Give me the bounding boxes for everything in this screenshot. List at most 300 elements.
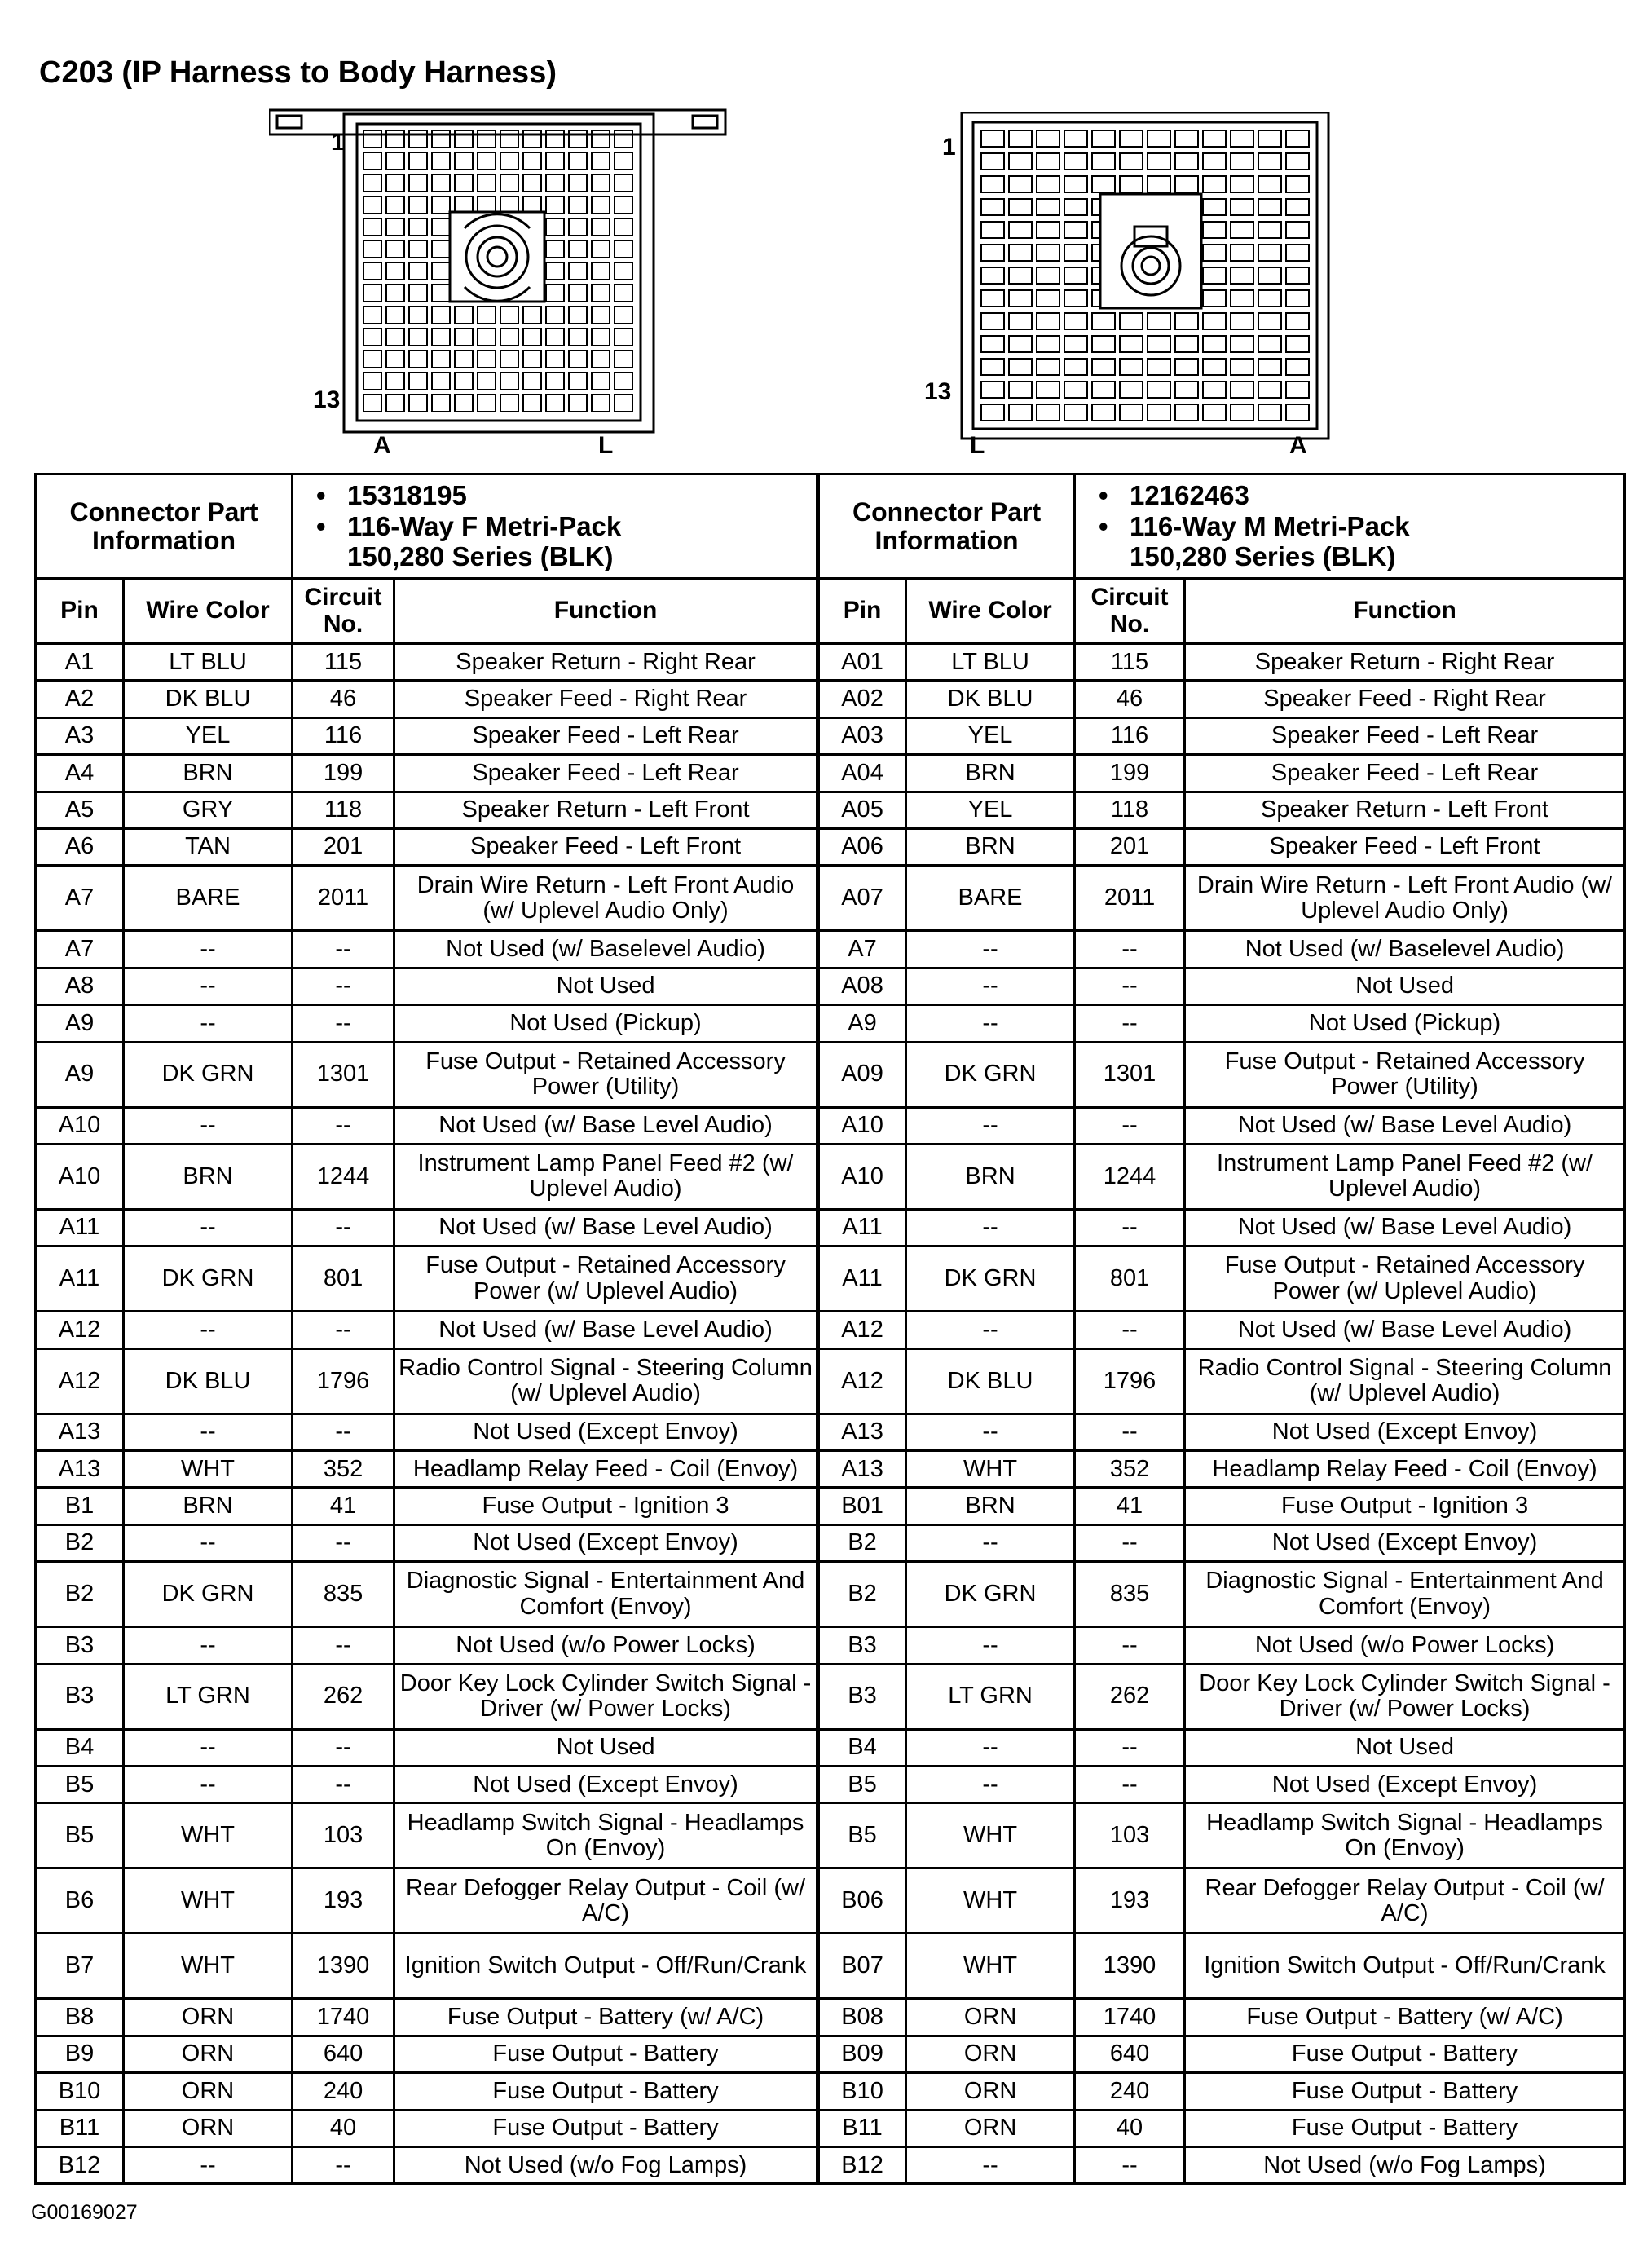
connector-cavity <box>1203 222 1226 238</box>
cell-wire-color: -- <box>124 1312 293 1348</box>
cell-pin: B11 <box>818 2110 906 2146</box>
connector-cavity <box>363 285 381 302</box>
right-part-info: • 12162463 • 116-Way M Metri-Pack 150,280 Series (BLK) <box>1075 474 1625 579</box>
connector-cavity <box>1120 336 1143 352</box>
cell-wire-color: DK GRN <box>124 1562 293 1627</box>
connector-cavity <box>546 152 564 170</box>
cell-circuit: 118 <box>1075 792 1185 828</box>
connector-cavity <box>409 351 427 368</box>
column-header-row <box>36 579 1625 644</box>
connector-cavity <box>615 395 632 412</box>
cell-pin: A01 <box>818 644 906 681</box>
cell-wire-color: GRY <box>124 792 293 828</box>
connector-cavity <box>363 307 381 324</box>
cell-circuit: 2011 <box>1075 866 1185 931</box>
connector-cavity <box>546 351 564 368</box>
connector-cavity <box>386 395 404 412</box>
connector-cavity <box>569 130 587 148</box>
cell-pin: A13 <box>818 1451 906 1488</box>
connector-cavity <box>1092 359 1115 375</box>
connector-cavity <box>432 351 450 368</box>
cell-function: Fuse Output - Battery <box>394 2036 818 2072</box>
table-row <box>36 1803 1625 1868</box>
cell-pin: A10 <box>818 1107 906 1144</box>
cell-function: Not Used <box>1185 1729 1625 1766</box>
cell-pin: B3 <box>818 1627 906 1664</box>
cell-circuit: 835 <box>293 1562 394 1627</box>
connector-cavity <box>1148 313 1170 329</box>
connector-cavity <box>1231 199 1253 215</box>
cell-wire-color: DK GRN <box>906 1562 1075 1627</box>
connector-cavity <box>1203 176 1226 192</box>
connector-cavity <box>1231 153 1253 170</box>
connector-cavity <box>615 351 632 368</box>
cell-function: Radio Control Signal - Steering Column (w/ Uplevel Audio) <box>1185 1348 1625 1414</box>
cell-function: Drain Wire Return - Left Front Audio (w/ Uplevel Audio Only) <box>394 866 818 931</box>
connector-cavity <box>1148 153 1170 170</box>
connector-cavity <box>1064 313 1087 329</box>
connector-cavity <box>409 329 427 346</box>
connector-cavity <box>386 329 404 346</box>
cell-function: Speaker Feed - Right Rear <box>1185 681 1625 717</box>
left-col-label-a: A <box>373 432 391 459</box>
connector-cavity <box>1286 199 1309 215</box>
connector-cavity <box>1286 176 1309 192</box>
connector-cavity <box>981 176 1004 192</box>
connector-cavity <box>478 307 496 324</box>
connector-cavity <box>432 174 450 192</box>
cell-pin: A9 <box>818 1005 906 1042</box>
cell-function: Not Used (Except Envoy) <box>1185 1767 1625 1803</box>
cell-circuit: -- <box>293 1524 394 1561</box>
connector-cavity <box>1175 404 1198 421</box>
connector-cavity <box>523 130 541 148</box>
cell-pin: B09 <box>818 2036 906 2072</box>
left-part-type: 116-Way F Metri-Pack <box>347 510 622 541</box>
connector-cavity <box>1092 382 1115 398</box>
connector-cavity <box>1175 359 1198 375</box>
cell-pin: B10 <box>818 2073 906 2110</box>
connector-cavity <box>1037 222 1059 238</box>
connector-cavity <box>1120 130 1143 147</box>
cell-circuit: 640 <box>1075 2036 1185 2072</box>
connector-cavity <box>1009 290 1032 307</box>
cell-function: Not Used (Except Envoy) <box>394 1767 818 1803</box>
cell-pin: B5 <box>818 1767 906 1803</box>
connector-cavity <box>386 174 404 192</box>
connector-cavity <box>592 307 610 324</box>
connector-cavity <box>1231 313 1253 329</box>
cell-circuit: 201 <box>293 828 394 865</box>
connector-cavity <box>1258 245 1281 261</box>
connector-cavity <box>1037 176 1059 192</box>
cell-function: Headlamp Relay Feed - Coil (Envoy) <box>1185 1451 1625 1488</box>
connector-cavity <box>1203 382 1226 398</box>
cell-pin: A6 <box>36 828 124 865</box>
connector-cavity <box>592 262 610 280</box>
cell-function: Fuse Output - Battery <box>1185 2110 1625 2146</box>
cell-function: Fuse Output - Battery <box>394 2110 818 2146</box>
connector-cavity <box>1231 222 1253 238</box>
cell-pin: A04 <box>818 755 906 792</box>
cell-function: Not Used (w/o Power Locks) <box>394 1627 818 1664</box>
cell-function: Not Used (w/ Base Level Audio) <box>1185 1107 1625 1144</box>
cell-pin: B7 <box>36 1934 124 1999</box>
connector-cavity <box>409 218 427 236</box>
connector-cavity <box>363 152 381 170</box>
cell-function: Instrument Lamp Panel Feed #2 (w/ Uplevel Audio) <box>394 1144 818 1209</box>
cell-pin: A5 <box>36 792 124 828</box>
connector-cavity <box>432 262 450 280</box>
connector-cavity <box>981 290 1004 307</box>
connector-cavity <box>478 130 496 148</box>
connector-cavity <box>592 373 610 390</box>
connector-cavity <box>1175 313 1198 329</box>
connector-cavity <box>592 395 610 412</box>
cell-function: Speaker Return - Left Front <box>394 792 818 828</box>
cell-pin: B9 <box>36 2036 124 2072</box>
cell-wire-color: -- <box>124 1209 293 1246</box>
connector-cavity <box>981 382 1004 398</box>
connector-cavity <box>1092 313 1115 329</box>
connector-cavity <box>432 152 450 170</box>
connector-cavity <box>1203 290 1226 307</box>
connector-cavity <box>363 196 381 214</box>
connector-cavity <box>592 196 610 214</box>
right-row-label-bottom: 13 <box>924 378 952 405</box>
cell-function: Fuse Output - Battery (w/ A/C) <box>1185 1999 1625 2036</box>
cell-circuit: -- <box>1075 1107 1185 1144</box>
connector-cavity <box>1037 313 1059 329</box>
cell-wire-color: LT BLU <box>124 644 293 681</box>
cell-wire-color: -- <box>124 1524 293 1561</box>
cell-circuit: -- <box>1075 2146 1185 2183</box>
cell-circuit: 1244 <box>293 1144 394 1209</box>
cell-pin: A07 <box>818 866 906 931</box>
cell-pin: B8 <box>36 1999 124 2036</box>
table-row <box>36 1042 1625 1107</box>
connector-cavity <box>500 174 518 192</box>
connector-cavity <box>615 285 632 302</box>
cell-pin: B11 <box>36 2110 124 2146</box>
connector-cavity <box>1203 359 1226 375</box>
connector-cavity <box>478 152 496 170</box>
cell-wire-color: DK BLU <box>124 1348 293 1414</box>
connector-cavity <box>409 262 427 280</box>
cell-circuit: 199 <box>1075 755 1185 792</box>
connector-cavity <box>1037 130 1059 147</box>
cell-circuit: -- <box>293 1767 394 1803</box>
connector-cavity <box>1009 222 1032 238</box>
connector-cavity <box>1064 359 1087 375</box>
cell-wire-color: -- <box>906 1767 1075 1803</box>
part-info-row <box>36 474 1625 579</box>
connector-cavity <box>1203 130 1226 147</box>
left-row-label-bottom: 13 <box>313 386 341 413</box>
connector-cavity <box>1258 404 1281 421</box>
cell-pin: B3 <box>36 1627 124 1664</box>
connector-cavity <box>409 395 427 412</box>
table-row <box>36 681 1625 717</box>
table-row <box>36 866 1625 931</box>
table-row <box>36 1414 1625 1450</box>
cell-circuit: 193 <box>293 1868 394 1934</box>
left-part-number: 15318195 <box>347 479 467 510</box>
cell-wire-color: WHT <box>124 1451 293 1488</box>
cell-circuit: 352 <box>1075 1451 1185 1488</box>
cell-wire-color: YEL <box>906 792 1075 828</box>
connector-cavity <box>386 240 404 258</box>
cell-pin: B08 <box>818 1999 906 2036</box>
connector-cavity <box>546 240 564 258</box>
connector-cavity <box>592 285 610 302</box>
connector-cavity <box>1286 290 1309 307</box>
cell-circuit: 352 <box>293 1451 394 1488</box>
connector-cavity <box>1175 153 1198 170</box>
cell-pin: B01 <box>818 1488 906 1524</box>
cell-wire-color: BRN <box>906 1488 1075 1524</box>
connector-cavity <box>1203 245 1226 261</box>
connector-cavity <box>546 373 564 390</box>
cell-wire-color: BARE <box>124 866 293 931</box>
table-row <box>36 1451 1625 1488</box>
connector-cavity <box>546 329 564 346</box>
connector-cavity <box>1120 382 1143 398</box>
cell-function: Door Key Lock Cylinder Switch Signal - Driver (w/ Power Locks) <box>394 1664 818 1729</box>
right-col-label-a: A <box>1289 432 1307 459</box>
connector-cavity <box>1009 382 1032 398</box>
connector-cavity <box>432 130 450 148</box>
cell-wire-color: DK GRN <box>124 1042 293 1107</box>
connector-cavity <box>409 152 427 170</box>
cell-circuit: 801 <box>1075 1246 1185 1312</box>
connector-cavity <box>1203 199 1226 215</box>
cell-pin: B2 <box>818 1524 906 1561</box>
connector-cavity <box>1120 176 1143 192</box>
connector-cavity <box>1286 267 1309 284</box>
connector-cavity <box>478 395 496 412</box>
connector-cavity <box>1009 336 1032 352</box>
cell-pin: A06 <box>818 828 906 865</box>
connector-cavity <box>386 307 404 324</box>
cell-function: Speaker Feed - Left Front <box>394 828 818 865</box>
connector-cavity <box>1258 290 1281 307</box>
connector-cavity <box>432 218 450 236</box>
cell-circuit: -- <box>1075 1767 1185 1803</box>
connector-cavity <box>1231 176 1253 192</box>
connector-cavity <box>386 196 404 214</box>
pinout-table <box>34 473 1626 2185</box>
cell-circuit: 1301 <box>1075 1042 1185 1107</box>
cell-wire-color: WHT <box>124 1803 293 1868</box>
connector-cavity <box>1037 382 1059 398</box>
cell-function: Not Used (w/ Baselevel Audio) <box>394 931 818 968</box>
cell-function: Not Used (Except Envoy) <box>1185 1414 1625 1450</box>
cell-wire-color: -- <box>906 1312 1075 1348</box>
connector-cavity <box>1148 404 1170 421</box>
left-part-info: • 15318195 • 116-Way F Metri-Pack 150,280 Series (BLK) <box>293 474 818 579</box>
cell-function: Speaker Return - Right Rear <box>394 644 818 681</box>
cell-wire-color: DK BLU <box>906 1348 1075 1414</box>
right-part-type: 116-Way M Metri-Pack <box>1130 510 1410 541</box>
cell-wire-color: BRN <box>124 755 293 792</box>
connector-cavity <box>1009 267 1032 284</box>
cell-function: Rear Defogger Relay Output - Coil (w/ A/C) <box>394 1868 818 1934</box>
cell-circuit: 240 <box>1075 2073 1185 2110</box>
cell-pin: B4 <box>818 1729 906 1766</box>
cell-wire-color: -- <box>124 1107 293 1144</box>
cell-function: Speaker Feed - Left Rear <box>1185 717 1625 754</box>
connector-cavity <box>1009 404 1032 421</box>
cell-pin: A12 <box>36 1312 124 1348</box>
cell-circuit: 1740 <box>1075 1999 1185 2036</box>
cell-wire-color: YEL <box>906 717 1075 754</box>
connector-cavity <box>409 130 427 148</box>
connector-cavity <box>523 174 541 192</box>
cell-circuit: 199 <box>293 755 394 792</box>
connector-m-diagram <box>954 112 1337 447</box>
connector-cavity <box>1064 267 1087 284</box>
table-row <box>36 1767 1625 1803</box>
connector-cavity <box>432 196 450 214</box>
left-col-label-l: L <box>598 432 614 459</box>
connector-cavity <box>500 395 518 412</box>
cell-function: Fuse Output - Battery <box>1185 2036 1625 2072</box>
table-row <box>36 1664 1625 1729</box>
connector-cavity <box>1258 336 1281 352</box>
connector-cavity <box>615 240 632 258</box>
connector-cavity <box>569 329 587 346</box>
connector-cavity <box>1258 130 1281 147</box>
connector-cavity <box>615 262 632 280</box>
header-function: Function <box>1185 579 1625 644</box>
cell-function: Fuse Output - Battery (w/ A/C) <box>394 1999 818 2036</box>
cell-circuit: -- <box>293 1627 394 1664</box>
cell-function: Radio Control Signal - Steering Column (w/ Uplevel Audio) <box>394 1348 818 1414</box>
cell-circuit: 240 <box>293 2073 394 2110</box>
connector-cavity <box>409 307 427 324</box>
connector-cavity <box>1092 404 1115 421</box>
table-row <box>36 755 1625 792</box>
cell-function: Not Used (w/ Base Level Audio) <box>394 1209 818 1246</box>
connector-cavity <box>615 196 632 214</box>
cell-pin: A1 <box>36 644 124 681</box>
cell-pin: A3 <box>36 717 124 754</box>
cell-wire-color: ORN <box>906 2110 1075 2146</box>
connector-cavity <box>1258 176 1281 192</box>
cell-circuit: -- <box>1075 1209 1185 1246</box>
connector-cavity <box>409 373 427 390</box>
left-info-label: Connector Part Information <box>36 474 293 579</box>
right-part-series: 150,280 Series (BLK) <box>1130 541 1396 572</box>
cell-function: Fuse Output - Retained Accessory Power (w/ Uplevel Audio) <box>394 1246 818 1312</box>
connector-cavity <box>1148 176 1170 192</box>
cell-wire-color: WHT <box>906 1934 1075 1999</box>
connector-cavity <box>1231 290 1253 307</box>
connector-cavity <box>1037 290 1059 307</box>
connector-cavity <box>1009 176 1032 192</box>
connector-cavity <box>1258 153 1281 170</box>
cell-wire-color: DK BLU <box>124 681 293 717</box>
cell-pin: A7 <box>36 866 124 931</box>
connector-cavity <box>1258 199 1281 215</box>
cell-circuit: -- <box>293 1005 394 1042</box>
connector-cavity <box>432 285 450 302</box>
connector-cavity <box>455 351 473 368</box>
connector-cavity <box>432 329 450 346</box>
table-row <box>36 1246 1625 1312</box>
cell-wire-color: -- <box>906 968 1075 1004</box>
connector-cavity <box>478 329 496 346</box>
connector-cavity <box>1092 130 1115 147</box>
cell-circuit: 46 <box>1075 681 1185 717</box>
cell-function: Fuse Output - Ignition 3 <box>394 1488 818 1524</box>
connector-cavity <box>1258 222 1281 238</box>
cell-circuit: 118 <box>293 792 394 828</box>
connector-cavity <box>981 336 1004 352</box>
cell-circuit: -- <box>293 1729 394 1766</box>
cell-pin: A7 <box>36 931 124 968</box>
cell-pin: A02 <box>818 681 906 717</box>
cell-circuit: -- <box>1075 1729 1185 1766</box>
cell-function: Not Used (w/ Base Level Audio) <box>1185 1209 1625 1246</box>
table-row <box>36 828 1625 865</box>
cell-function: Diagnostic Signal - Entertainment And Comfort (Envoy) <box>394 1562 818 1627</box>
connector-cavity <box>1231 130 1253 147</box>
table-row <box>36 1312 1625 1348</box>
cell-pin: A4 <box>36 755 124 792</box>
connector-cavity <box>546 174 564 192</box>
cell-circuit: -- <box>293 2146 394 2183</box>
cell-function: Not Used (w/ Baselevel Audio) <box>1185 931 1625 968</box>
cell-function: Rear Defogger Relay Output - Coil (w/ A/C) <box>1185 1868 1625 1934</box>
cell-pin: A13 <box>36 1414 124 1450</box>
cell-wire-color: WHT <box>124 1934 293 1999</box>
table-row <box>36 1107 1625 1144</box>
cell-wire-color: WHT <box>906 1803 1075 1868</box>
cell-function: Not Used (Except Envoy) <box>1185 1524 1625 1561</box>
cell-wire-color: -- <box>124 1767 293 1803</box>
cell-wire-color: BARE <box>906 866 1075 931</box>
cell-pin: A10 <box>36 1107 124 1144</box>
cell-circuit: 1796 <box>1075 1348 1185 1414</box>
cell-function: Not Used (w/o Fog Lamps) <box>1185 2146 1625 2183</box>
connector-cavity <box>1009 130 1032 147</box>
connector-cavity <box>981 404 1004 421</box>
connector-cavity <box>523 351 541 368</box>
connector-cavity <box>500 307 518 324</box>
table-row <box>36 1868 1625 1934</box>
connector-cavity <box>569 196 587 214</box>
cell-function: Speaker Feed - Left Rear <box>394 717 818 754</box>
cell-circuit: -- <box>293 1107 394 1144</box>
connector-cavity <box>1231 336 1253 352</box>
connector-cavity <box>1009 313 1032 329</box>
connector-cavity <box>500 351 518 368</box>
connector-cavity <box>546 307 564 324</box>
cell-circuit: -- <box>293 1209 394 1246</box>
cell-function: Not Used (w/o Power Locks) <box>1185 1627 1625 1664</box>
figure-code: G00169027 <box>31 2201 138 2224</box>
connector-cavity <box>1064 245 1087 261</box>
connector-cavity <box>592 240 610 258</box>
connector-cavity <box>981 245 1004 261</box>
connector-cavity <box>1258 313 1281 329</box>
cell-circuit: 1390 <box>293 1934 394 1999</box>
connector-cavity <box>569 152 587 170</box>
connector-cavity <box>1037 245 1059 261</box>
cell-wire-color: ORN <box>906 2073 1075 2110</box>
